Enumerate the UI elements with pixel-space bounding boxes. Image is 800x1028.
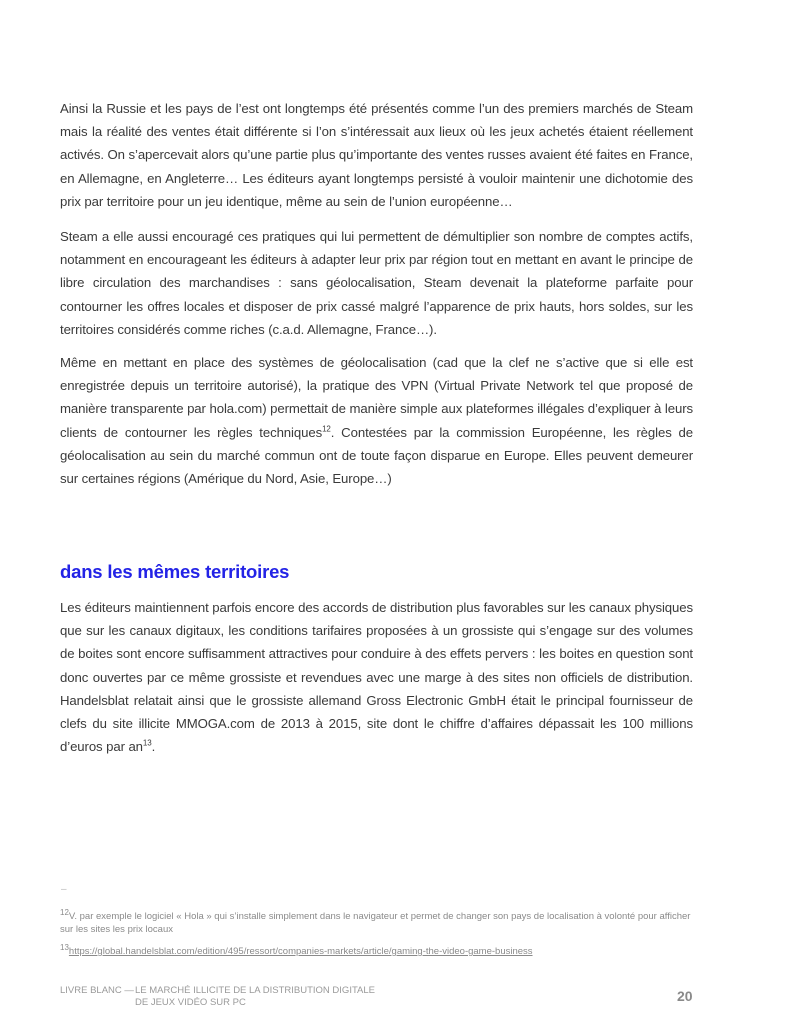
paragraph-distribution-end: . (151, 739, 156, 755)
footnote-number-12: 12 (60, 907, 69, 917)
footnote-12 (60, 907, 700, 936)
paragraph-steam: Steam a elle aussi encouragé ces pratiques qui lui permettent de démultiplier son nombre de comptes actifs, notamment en encourageant les éditeurs à adapter leur prix par région tout en mettant en avant le principe de libre circulation des marchandises : sans géolocalisation, Steam devenait la plateforme parfaite pour contourner les offres locales et disposer de prix cassé malgré l’apparence de prix hauts, hors soldes, sur les territoires considérés comme riches (c.a.d. Allemagne, France…). (60, 229, 693, 337)
footer-title-line2: DE JEUX VIDÉO SUR PC (135, 997, 246, 1008)
paragraph-distribution-text: Les éditeurs maintiennent parfois encore des accords de distribution plus favorables sur les canaux physiques que sur les canaux digitaux, les conditions tarifaires proposées à un grossiste qui s’engage sur des volumes de boites sont encore suffisamment attractives pour conduire à des effets pervers : les boites en question sont donc ouvertes par ce même grossiste et revendues avec une marge à des sites non officiels de distribution. Handelsblat relatait ainsi que le grossiste allemand Gross Electronic GmbH était le principal fournisseur de clefs du site illicite MMOGA.com de 2013 à 2015, site dont le chiffre d’affaires dépassait les 100 millions d’euros par an (60, 600, 693, 755)
footer-title (135, 985, 375, 1009)
footnote-separator: – (61, 884, 67, 895)
paragraph-geolocation-text: Même en mettant en place des systèmes de géolocalisation (cad que la clef ne s’active que si elle est enregistrée depuis un territoire autorisé), la pratique des VPN (Virtual Private Network tel que proposé de manière transparente par hola.com) permettait de manière simple aux plateformes illégales d’expliquer à leurs clients de contourner les règles techniques (60, 355, 693, 440)
footer-title-line1: LE MARCHÉ ILLICITE DE LA DISTRIBUTION DIGITALE (135, 985, 376, 996)
footer-label: LIVRE BLANC — (60, 985, 134, 996)
paragraph-geolocation-text-end: . Contestées par la commission Européenne, les règles de géolocalisation au sein du marché commun ont de toute façon disparue en Europe. Elles peuvent demeurer sur certaines régions (Amérique du Nord, Asie, Europe…) (60, 424, 693, 487)
footnote-link-13[interactable]: https://global.handelsblat.com/edition/495/ressort/companies-markets/article/gaming-the-video-game-business (68, 946, 533, 957)
page-number: 20 (677, 988, 693, 1004)
footnote-13 (60, 942, 700, 958)
section-heading: dans les mêmes territoires (60, 561, 290, 582)
paragraph-geolocation (60, 351, 693, 490)
footnote-number-13: 13 (60, 942, 69, 952)
footnote-text-12: V. par exemple le logiciel « Hola » qui s’installe simplement dans le navigateur et permet de changer son pays de localisation à volonté pour afficher sur les sites les prix locaux (60, 911, 691, 935)
footnote-ref-13[interactable]: 13 (142, 738, 152, 748)
paragraph-distribution (60, 596, 693, 758)
footnote-ref-12[interactable]: 12 (322, 424, 331, 434)
paragraph-russia: Ainsi la Russie et les pays de l’est ont longtemps été présentés comme l’un des premiers marchés de Steam mais la réalité des ventes était différente si l’on s’intéressait aux lieux où les jeux achetés étaient réellement activés. On s’apercevait alors qu’une partie plus qu’importante des ventes russes avaient été faites en France, en Allemagne, en Angleterre… Les éditeurs ayant longtemps persisté à vouloir maintenir une dichotomie des prix par territoire pour un jeu identique, même au sein de l’union européenne… (60, 101, 693, 209)
